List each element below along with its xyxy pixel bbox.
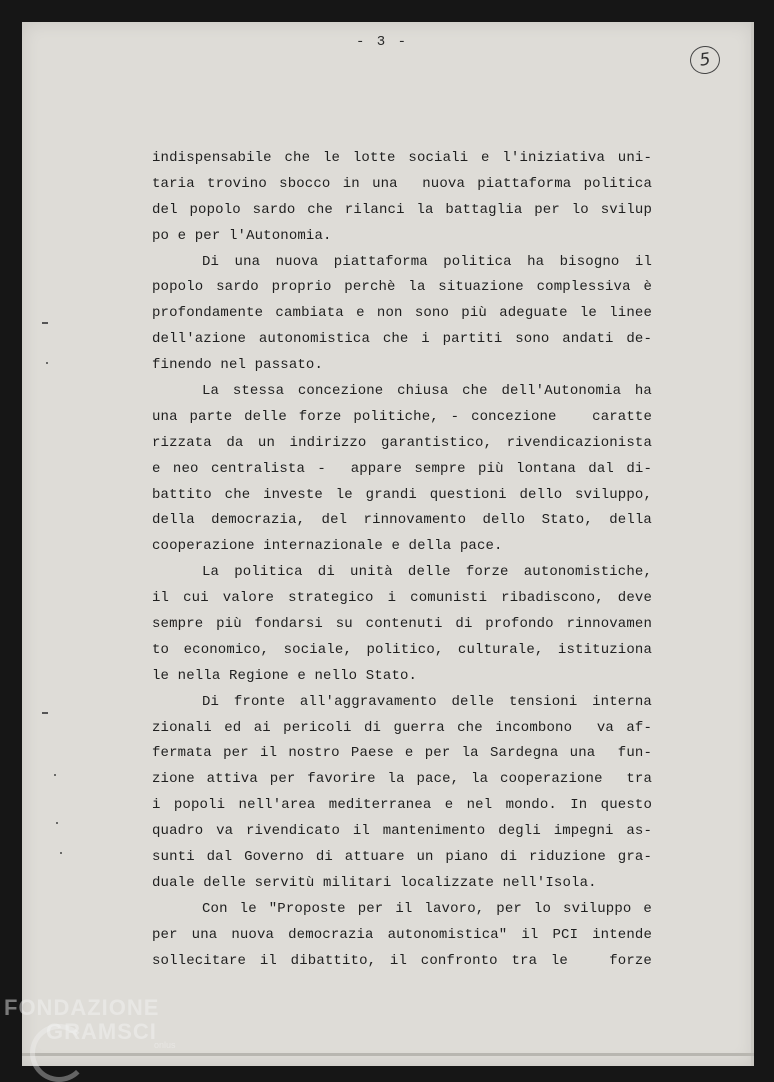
text-line: popolo sardo proprio perchè la situazione complessiva è bbox=[152, 279, 652, 296]
margin-mark bbox=[42, 712, 48, 714]
text-line: zionali ed ai pericoli di guerra che incombono va af- bbox=[152, 719, 652, 736]
margin-dot bbox=[46, 362, 48, 364]
text-line: sollecitare il dibattito, il confronto tra le forze bbox=[152, 952, 652, 969]
text-line: per una nuova democrazia autonomistica" il PCI intende bbox=[152, 926, 652, 943]
watermark-line-3: onlus bbox=[154, 1040, 176, 1050]
margin-dot bbox=[60, 852, 62, 854]
text-line: cooperazione internazionale e della pace. bbox=[152, 538, 503, 555]
text-line: Di una nuova piattaforma politica ha bisogno il bbox=[202, 253, 652, 270]
text-line: fermata per il nostro Paese e per la Sardegna una fun- bbox=[152, 745, 652, 762]
text-line: sempre più fondarsi su contenuti di profondo rinnovamen bbox=[152, 616, 652, 633]
watermark bbox=[4, 997, 176, 1050]
page-number: - 3 - bbox=[355, 34, 408, 50]
text-line: battito che investe le grandi questioni dello sviluppo, bbox=[152, 486, 652, 503]
text-line: taria trovino sbocco in una nuova piattaforma politica bbox=[152, 175, 652, 192]
text-line: La stessa concezione chiusa che dell'Autonomia ha bbox=[202, 383, 652, 400]
document-page bbox=[22, 22, 754, 1066]
text-line: zione attiva per favorire la pace, la cooperazione tra bbox=[152, 771, 652, 788]
text-line: rizzata da un indirizzo garantistico, rivendicazionista bbox=[152, 434, 652, 451]
text-line: sunti dal Governo di attuare un piano di riduzione gra- bbox=[152, 849, 652, 866]
text-line: quadro va rivendicato il mantenimento degli impegni as- bbox=[152, 823, 652, 840]
text-line: to economico, sociale, politico, culturale, istituziona bbox=[152, 641, 652, 658]
margin-dot bbox=[56, 822, 58, 824]
text-line: dell'azione autonomistica che i partiti sono andati de- bbox=[152, 331, 652, 348]
text-line: po e per l'Autonomia. bbox=[152, 227, 332, 244]
watermark-line-1: FONDAZIONE bbox=[4, 995, 160, 1020]
margin-mark bbox=[42, 322, 48, 324]
text-line: i popoli nell'area mediterranea e nel mondo. In questo bbox=[152, 797, 652, 814]
text-line: della democrazia, del rinnovamento dello Stato, della bbox=[152, 512, 652, 529]
margin-dot bbox=[54, 774, 56, 776]
page-bottom-edge bbox=[22, 1053, 754, 1056]
text-line: e neo centralista - appare sempre più lontana dal di- bbox=[152, 460, 652, 477]
text-line: Con le "Proposte per il lavoro, per lo sviluppo e bbox=[202, 900, 652, 917]
text-line: Di fronte all'aggravamento delle tensioni interna bbox=[202, 693, 652, 710]
text-line: La politica di unità delle forze autonomistiche, bbox=[202, 564, 652, 581]
text-line: duale delle servitù militari localizzate nell'Isola. bbox=[152, 874, 597, 891]
typed-text-body bbox=[152, 146, 652, 975]
page-edge bbox=[751, 22, 754, 1066]
archive-stamp-number: 5 bbox=[688, 44, 722, 76]
text-line: del popolo sardo che rilanci la battaglia per lo svilup bbox=[152, 201, 652, 218]
text-line: profondamente cambiata e non sono più adeguate le linee bbox=[152, 305, 652, 322]
text-line: indispensabile che le lotte sociali e l'iniziativa uni- bbox=[152, 150, 652, 166]
text-line: finendo nel passato. bbox=[152, 357, 324, 374]
text-line: le nella Regione e nello Stato. bbox=[152, 667, 418, 684]
watermark-line-2: GRAMSCI bbox=[46, 1019, 157, 1044]
text-line: il cui valore strategico i comunisti ribadiscono, deve bbox=[152, 590, 652, 607]
text-line: una parte delle forze politiche, - concezione caratte bbox=[152, 408, 652, 425]
